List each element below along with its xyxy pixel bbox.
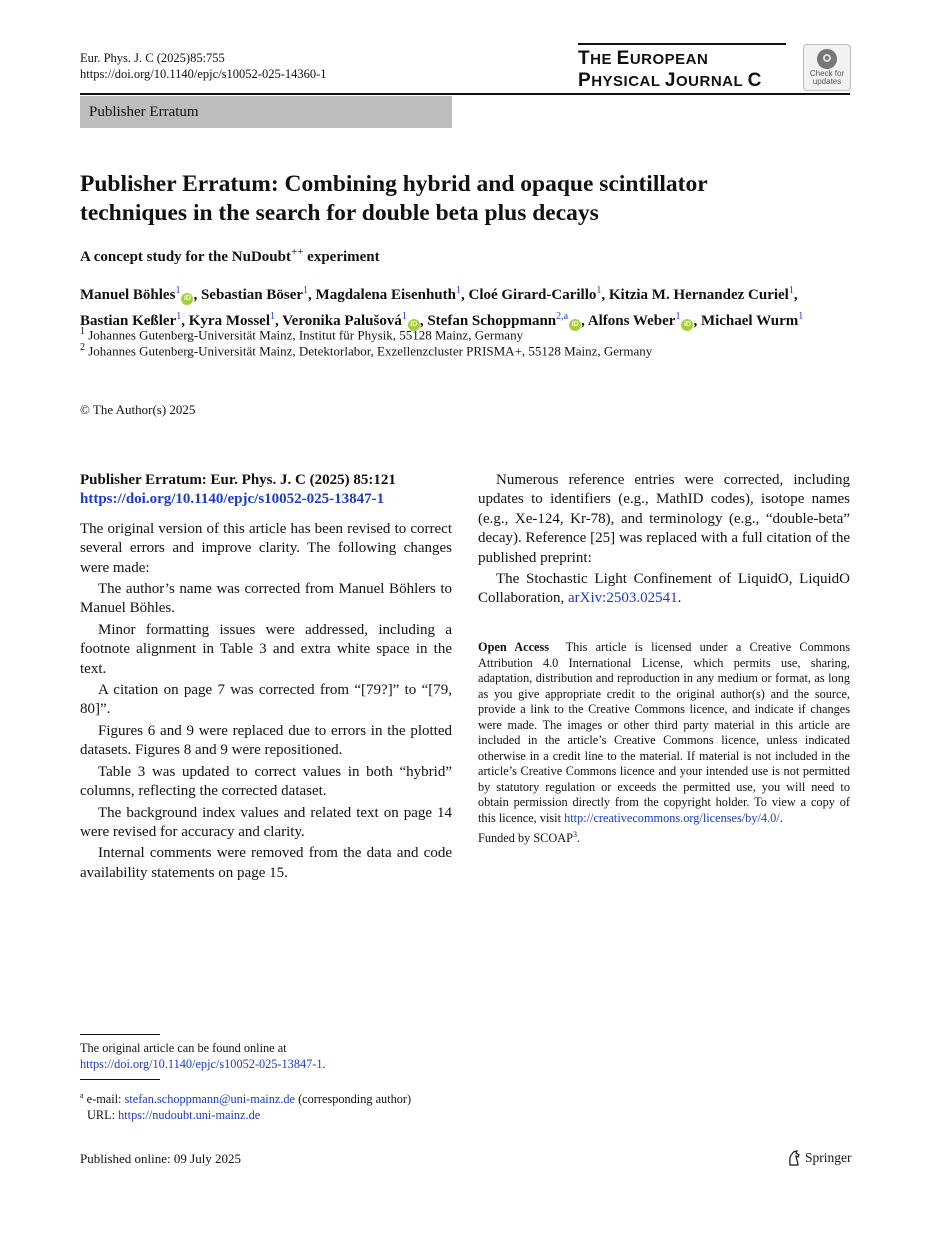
author: Manuel Böhles$^1$iD — [80, 287, 193, 303]
orcid-icon[interactable]: iD — [569, 319, 581, 331]
article-type-bar: Publisher Erratum — [80, 96, 452, 128]
orcid-icon[interactable]: iD — [408, 319, 420, 331]
paragraph: Minor formatting issues were addressed, including a footnote alignment in Table 3 and extra white space in the text. — [80, 621, 452, 677]
left-column — [80, 471, 452, 885]
check-for-updates-badge[interactable] — [803, 44, 851, 91]
original-article-link[interactable]: https://doi.org/10.1140/epjc/s10052-025-13847-1 — [80, 1057, 323, 1071]
footnote-rule — [80, 1034, 160, 1035]
open-access-statement: Open Access This article is licensed under a Creative Commons Attribution 4.0 International License, which permits use, sharing, adaptation, distribution and reproduction in any medium or format, as long as you give appropriate credit to the original author(s) and the source, provide a link to the Creative Commons licence, and indicate if changes were made. The images or other third party material in this article are included in the article’s Creative Commons licence, unless indicated otherwise in a credit line to the material. If material is not included in the article’s Creative Commons licence and your intended use is not permitted by statutory regulation or exceeds the permitted use, you will need to obtain permission directly from the copyright holder. To view a copy of this licence, visit http://creativecommons.org/licenses/by/4.0/. Funded by SCOAP$^3$. — [478, 640, 850, 845]
erratum-reference-heading: Publisher Erratum: Eur. Phys. J. C (2025) 85:121 — [80, 472, 396, 488]
funding-note: Funded by SCOAP$^3$. — [478, 829, 581, 845]
author: Magdalena Eisenhuth$^1$ — [315, 285, 461, 303]
journal-logo-line1: THE EUROPEAN — [578, 48, 709, 69]
email-link[interactable]: stefan.schoppmann@uni-mainz.de — [124, 1092, 295, 1107]
open-access-label: Open Access — [478, 640, 550, 654]
journal-logo-line2: PHYSICAL JOURNAL C — [578, 70, 762, 91]
check-updates-icon — [817, 49, 837, 69]
article-doi[interactable]: https://doi.org/10.1140/epjc/s10052-025-14360-1 — [80, 67, 327, 81]
header-rule — [80, 93, 850, 95]
paragraph: A citation on page 7 was corrected from “[79?]” to “[79, 80]”. — [80, 682, 452, 718]
arxiv-link[interactable]: arXiv:2503.02541 — [568, 590, 678, 607]
right-column — [478, 471, 850, 611]
original-article-footnote: The original article can be found online at https://doi.org/10.1140/epjc/s10052-025-13847-1. — [80, 1041, 326, 1071]
copyright-notice: © The Author(s) 2025 — [80, 402, 196, 417]
paragraph: The original version of this article has been revised to correct several errors and improve clarity. The following changes were made: — [80, 520, 452, 576]
author: Veronika Palušová$^1$iD — [282, 313, 420, 329]
affiliation-2: $^2$ Johannes Gutenberg-Universität Mainz, Detektorlabor, Exzellenzcluster PRISMA+, 55128 Mainz, Germany — [80, 342, 653, 359]
paragraph: Internal comments were removed from the data and code availability statements on page 15. — [80, 845, 452, 881]
author: Stefan Schoppmann$^{2,a}$iD — [427, 313, 581, 329]
url-link[interactable]: https://nudoubt.uni-mainz.de — [118, 1108, 261, 1123]
footnote-rule — [80, 1079, 160, 1080]
author: Bastian Keßler$^1$ — [80, 311, 182, 329]
journal-logo — [578, 43, 786, 92]
publisher-name: Springer — [805, 1150, 852, 1165]
license-link[interactable]: http://creativecommons.org/licenses/by/4.0/ — [564, 811, 780, 826]
author: Michael Wurm$^1$ — [700, 311, 804, 329]
author: Kitzia M. Hernandez Curiel$^1$ — [608, 285, 794, 303]
paragraph: Table 3 was updated to correct values in both “hybrid” columns, reflecting the corrected dataset. — [80, 763, 452, 800]
author-list: Manuel Böhles$^1$iD , Sebastian Böser$^1$, Magdalena Eisenhuth$^1$, Cloé Girard-Carillo$^1$, Kitzia M. Hernandez Curiel$^1$, Bastian Keßler$^1$, Kyra Mossel$^1$, Veronika Palušová$^1$iD , Stefan Schoppmann$^{2,a}$iD , Alfons Weber$^1$iD , Michael Wurm$^1$ — [80, 285, 804, 329]
erratum-reference-doi-link[interactable]: https://doi.org/10.1140/epjc/s10052-025-13847-1 — [80, 491, 385, 508]
author: Alfons Weber$^1$iD — [588, 313, 694, 329]
paragraph: The author’s name was corrected from Manuel Böhlers to Manuel Böhles. — [80, 581, 452, 617]
header-meta — [80, 50, 327, 82]
corresponding-author-footnote: $^a$ e-mail: stefan.schoppmann@uni-mainz.de (corresponding author) URL: https://nudoubt.uni-mainz.de — [80, 1091, 412, 1123]
paragraph: Numerous reference entries were corrected, including updates to identifiers (e.g., MathID codes), isotope names (e.g., Xe-124, Kr-78), and terminology (e.g., “double-beta” decay). Reference [25] was replaced with a full citation of the published preprint: — [478, 472, 850, 566]
orcid-icon[interactable]: iD — [681, 319, 693, 331]
publisher-logo — [787, 1150, 852, 1166]
author: Sebastian Böser$^1$ — [200, 285, 309, 303]
badge-label-1: Check for — [809, 69, 845, 78]
paragraph: Figures 6 and 9 were replaced due to errors in the plotted datasets. Figures 8 and 9 were repositioned. — [80, 722, 452, 759]
article-subtitle: A concept study for the NuDoubt++ experiment — [80, 246, 380, 265]
paragraph: The background index values and related text on page 14 were revised for accuracy and clarity. — [80, 804, 452, 840]
badge-label-2: updates — [812, 77, 842, 86]
affiliation-1: $^1$ Johannes Gutenberg-Universität Mainz, Institut für Physik, 55128 Mainz, Germany — [80, 326, 524, 343]
journal-citation: Eur. Phys. J. C (2025)85:755 — [80, 51, 225, 65]
published-date: Published online: 09 July 2025 — [80, 1151, 242, 1166]
author: Kyra Mossel$^1$ — [188, 311, 275, 329]
author: Cloé Girard-Carillo$^1$ — [468, 285, 602, 303]
article-title: Publisher Erratum: Combining hybrid and opaque scintillator techniques in the search for double beta plus decays — [80, 171, 708, 226]
springer-horse-icon — [787, 1150, 801, 1166]
paragraph: The Stochastic Light Confinement of LiquidO, LiquidO Collaboration, arXiv:2503.02541. — [478, 571, 850, 607]
orcid-icon[interactable]: iD — [181, 293, 193, 305]
